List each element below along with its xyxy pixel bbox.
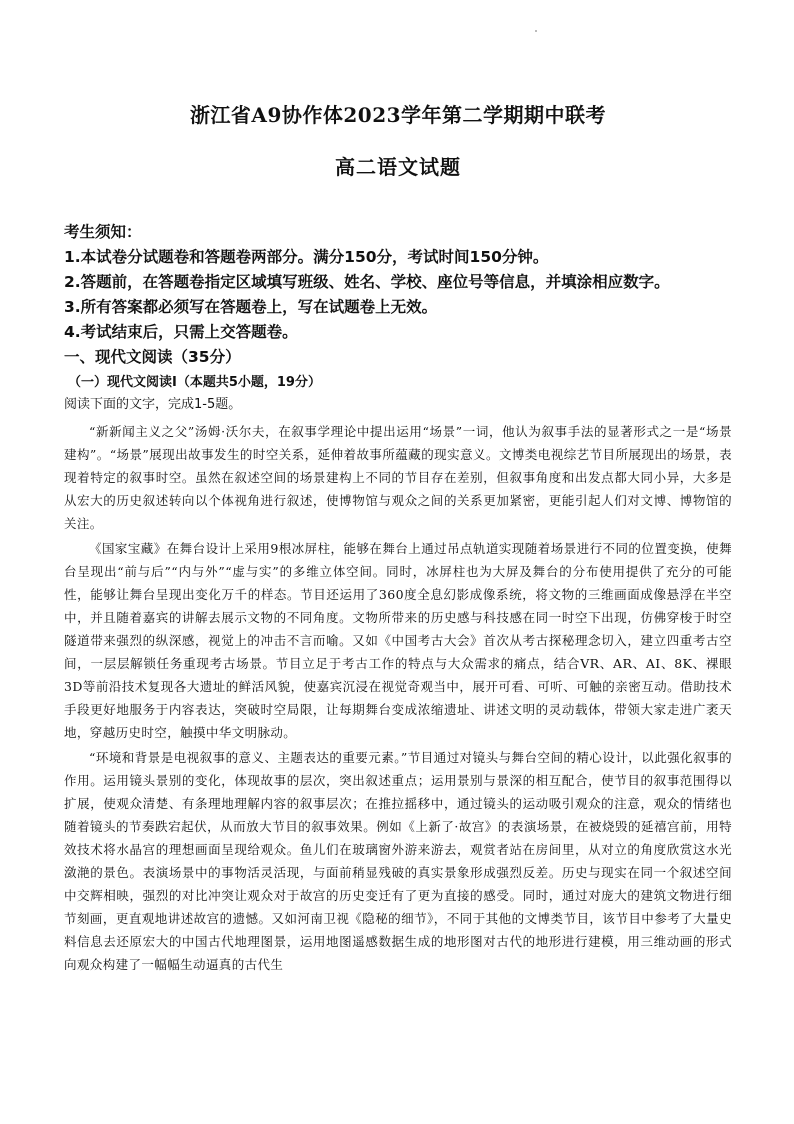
candidate-notice <box>64 220 732 345</box>
exam-title: 浙江省A9协作体2023学年第二学期期中联考 <box>189 103 607 127</box>
notice-heading: 考生须知： <box>64 223 142 241</box>
reading-instruction: 阅读下面的文字，完成1-5题。 <box>64 397 242 412</box>
passage-paragraph-3: “环境和背景是电视叙事的意义、主题表达的重要元素。”节目通过对镜头与舞台空间的精心设计，以此强化叙事的作用。运用镜头景别的变化，体现故事的层次，突出叙述重点；运用景别与景深的相互配合，使节目的叙事范围得以扩展，使观众清楚、有条理地理解内容的叙事层次；在推拉摇移中，通过镜头的运动吸引观众的注意，观众的情绪也随着镜头的节奏跌宕起伏，从而放大节目的叙事效果。例如《上新了·故宫》的表演场景，在被烧毁的延禧宫前，用特效技术将水晶宫的理想画面呈现给观众。鱼儿们在玻璃窗外游来游去，观赏者站在房间里，从对立的角度欣赏这水光潋滟的景色。表演场景中的事物活灵活现，与面前稍显残破的真实景象形成强烈反差。历史与现实在同一个叙述空间中交辉相映，强烈的对比冲突让观众对于故宫的历史变迁有了更为直接的感受。同时，通过对庞大的建筑文物进行细节刻画，更直观地讲述故宫的遗憾。又如河南卫视《隐秘的细节》，不同于其他的文博类节目，该节目中参考了大量史料信息去还原宏大的中国古代地理图景，运用地图遥感数据生成的地形图对古代的地形进行建模，用三维动画的形式向观众构建了一幅幅生动逼真的古代生 <box>64 750 732 972</box>
notice-rule-3: 3.所有答案都必须写在答题卷上，写在试题卷上无效。 <box>64 298 438 316</box>
notice-rule-1: 1.本试卷分试题卷和答题卷两部分。满分150分，考试时间150分钟。 <box>64 248 549 266</box>
scan-speck <box>535 30 537 32</box>
reading-passage <box>64 420 732 976</box>
passage-paragraph-2: 《国家宝藏》在舞台设计上采用9根冰屏柱，能够在舞台上通过吊点轨道实现随着场景进行不同的位置变换，使舞台呈现出“前与后”“内与外”“虚与实”的多维立体空间。同时，冰屏柱也为大屏及舞台的分布使用提供了充分的可能性，能够让舞台呈现出变化万千的样态。节目还运用了360度全息幻影成像系统，将文物的三维画面成像悬浮在半空中，并且随着嘉宾的讲解去展示文物的不同角度。文物所带来的历史感与科技感在同一时空下出现，仿佛穿梭于时空隧道带来强烈的纵深感，视觉上的冲击不言而喻。又如《中国考古大会》首次从考古探秘理念切入，建立四重考古空间，一层层解锁任务重现考古场景。节目立足于考古工作的特点与大众需求的痛点，结合VR、AR、AI、8K、裸眼3D等前沿技术复现各大遗址的鲜活风貌，使嘉宾沉浸在视觉奇观当中，展开可看、可听、可触的亲密互动。借助技术手段更好地服务于内容表达，突破时空局限，让每期舞台变成浓缩遗址、讲述文明的灵动载体，带领大家走进广袤天地，穿越历史时空，触摸中华文明脉动。 <box>64 541 732 740</box>
notice-rule-2: 2.答题前，在答题卷指定区域填写班级、姓名、学校、座位号等信息，并填涂相应数字。 <box>64 273 670 291</box>
notice-rule-4: 4.考试结束后，只需上交答题卷。 <box>64 323 298 341</box>
passage-paragraph-1: “新新闻主义之父”汤姆·沃尔夫，在叙事学理论中提出运用“场景”一词，他认为叙事手法的显著形式之一是“场景建构”。“场景”展现出故事发生的时空关系，延伸着故事所蕴藏的现实意义。文博类电视综艺节目所展现出的场景，表现着特定的叙事时空。虽然在叙述空间的场景建构上不同的节目存在差别，但叙事角度和出发点都大同小异，大多是从宏大的历史叙述转向以个体视角进行叙述，使博物馆与观众之间的关系更加紧密，更能引起人们对文博、博物馆的关注。 <box>64 424 732 531</box>
section-title: 一、现代文阅读（35分） <box>64 348 241 366</box>
exam-subtitle: 高二语文试题 <box>335 155 461 179</box>
subsection-title: （一）现代文阅读Ⅰ（本题共5小题，19分） <box>68 375 321 390</box>
